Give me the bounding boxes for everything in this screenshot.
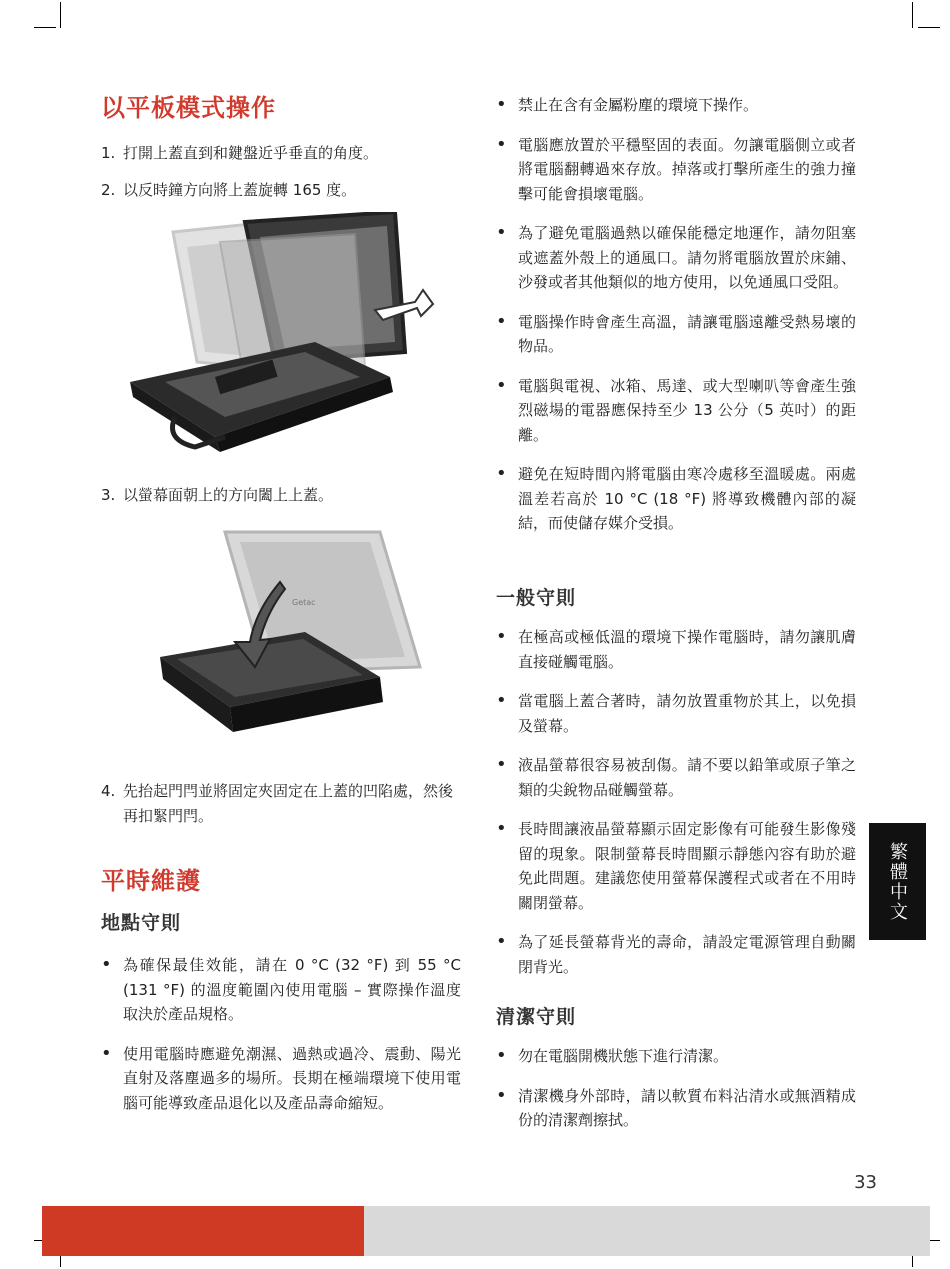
step-text: 打開上蓋直到和鍵盤近乎垂直的角度。 bbox=[123, 144, 379, 162]
list-item: • 電腦操作時會產生高溫，請讓電腦遠離受熱易壞的物品。 bbox=[496, 310, 856, 359]
location-bullets bbox=[101, 953, 461, 1130]
step-text: 先抬起門閂並將固定夾固定在上蓋的凹陷處，然後再扣緊門閂。 bbox=[123, 782, 454, 825]
list-item: • 電腦應放置於平穩堅固的表面。勿讓電腦側立或者將電腦翻轉過來存放。掉落或打擊所產生的強力撞擊可能會損壞電腦。 bbox=[496, 133, 856, 207]
laptop-close-figure bbox=[155, 527, 450, 762]
crop-mark bbox=[34, 27, 56, 28]
list-item: • 清潔機身外部時，請以軟質布料沾清水或無酒精成份的清潔劑擦拭。 bbox=[496, 1084, 856, 1133]
list-item: • 為確保最佳效能，請在 0 °C (32 °F) 到 55 °C (131 °F) 的溫度範圍內使用電腦 – 實際操作溫度取決於產品規格。 bbox=[101, 953, 461, 1027]
list-item: • 當電腦上蓋合著時，請勿放置重物於其上，以免損及螢幕。 bbox=[496, 689, 856, 738]
list-item: • 為了避免電腦過熱以確保能穩定地運作，請勿阻塞或遮蓋外殼上的通風口。請勿將電腦放置於床鋪、沙發或者其他類似的地方使用，以免通風口受阻。 bbox=[496, 221, 856, 295]
step-number: 3. bbox=[101, 486, 116, 504]
crop-mark bbox=[912, 2, 913, 28]
subheading-location: 地點守則 bbox=[101, 912, 182, 934]
subheading-general: 一般守則 bbox=[496, 587, 577, 609]
step-4 bbox=[101, 779, 461, 829]
footer-accent-bar bbox=[42, 1206, 364, 1256]
step-text: 以反時鐘方向將上蓋旋轉 165 度。 bbox=[123, 181, 357, 199]
step-2 bbox=[101, 178, 461, 203]
subheading-cleaning: 清潔守則 bbox=[496, 1006, 577, 1028]
crop-mark bbox=[918, 27, 940, 28]
step-number: 2. bbox=[101, 181, 116, 199]
laptop-rotate-figure bbox=[125, 212, 445, 457]
crop-mark bbox=[60, 2, 61, 28]
list-item: • 電腦與電視、冰箱、馬達、或大型喇叭等會產生強烈磁場的電器應保持至少 13 公分（5 英吋）的距離。 bbox=[496, 374, 856, 448]
list-item: • 避免在短時間內將電腦由寒冷處移至溫暖處。兩處溫差若高於 10 °C (18 °F) 將導致機體內部的凝結，而使儲存媒介受損。 bbox=[496, 462, 856, 536]
step-1 bbox=[101, 141, 461, 166]
page-number: 33 bbox=[854, 1172, 877, 1193]
footer-gray-bar bbox=[364, 1206, 930, 1256]
list-item: • 勿在電腦開機狀態下進行清潔。 bbox=[496, 1044, 856, 1069]
list-item: • 使用電腦時應避免潮濕、過熱或過冷、震動、陽光直射及落塵過多的場所。長期在極端環境下使用電腦可能導致產品退化以及產品壽命縮短。 bbox=[101, 1042, 461, 1116]
list-item: • 為了延長螢幕背光的壽命，請設定電源管理自動關閉背光。 bbox=[496, 930, 856, 979]
getac-logo: Getac bbox=[292, 598, 316, 607]
step-number: 4. bbox=[101, 782, 116, 800]
cleaning-bullets bbox=[496, 1044, 856, 1148]
general-bullets bbox=[496, 625, 856, 994]
list-item: • 在極高或極低溫的環境下操作電腦時，請勿讓肌膚直接碰觸電腦。 bbox=[496, 625, 856, 674]
step-number: 1. bbox=[101, 144, 116, 162]
location-bullets-continued bbox=[496, 93, 856, 551]
heading-maintenance: 平時維護 bbox=[101, 867, 201, 895]
step-text: 以螢幕面朝上的方向闔上上蓋。 bbox=[123, 486, 334, 504]
list-item: • 禁止在含有金屬粉塵的環境下操作。 bbox=[496, 93, 856, 118]
list-item: • 液晶螢幕很容易被刮傷。請不要以鉛筆或原子筆之類的尖銳物品碰觸螢幕。 bbox=[496, 753, 856, 802]
step-3 bbox=[101, 483, 461, 508]
language-tab: 繁體中文 bbox=[869, 823, 926, 940]
list-item: • 長時間讓液晶螢幕顯示固定影像有可能發生影像殘留的現象。限制螢幕長時間顯示靜態內容有助於避免此問題。建議您使用螢幕保護程式或者在不用時關閉螢幕。 bbox=[496, 817, 856, 915]
heading-tablet-mode: 以平板模式操作 bbox=[101, 94, 276, 122]
